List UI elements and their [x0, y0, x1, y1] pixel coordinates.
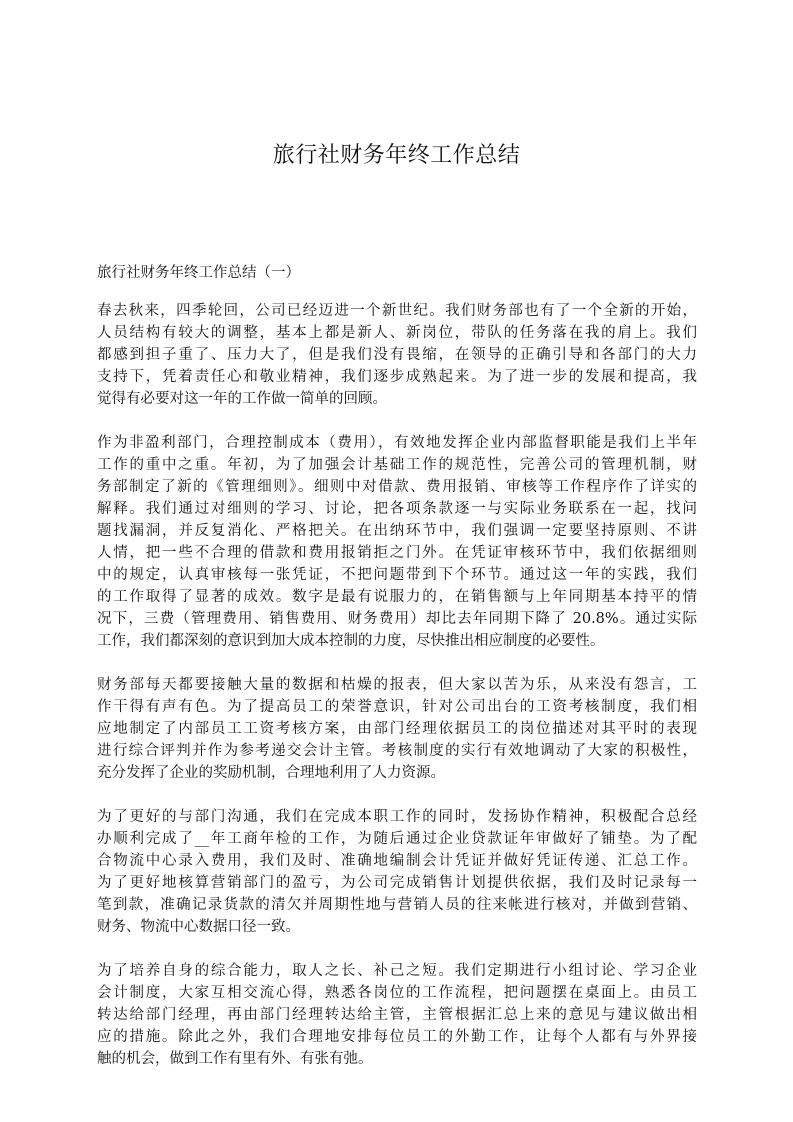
paragraph-line: 应的措施。除此之外，我们合理地安排每位员工的外勤工作，让每个人都有与外界接: [97, 1029, 697, 1045]
paragraph-line: 触的机会，做到工作有里有外、有张有弛。: [97, 1051, 373, 1067]
document-title: 旅行社财务年终工作总结: [272, 143, 521, 168]
paragraph-line: 转达给部门经理，再由部门经理转达给主管，主管根据汇总上来的意见与建议做出相: [97, 1007, 697, 1023]
paragraph-line: 务部制定了新的《管理细则》。细则中对借款、费用报销、审核等工作程序作了详实的: [97, 479, 697, 495]
paragraph-line: 解释。我们通过对细则的学习、讨论，把各项条款逐一与实际业务联系在一起，找问: [97, 501, 697, 517]
paragraph-line: 为了更好的与部门沟通，我们在完成本职工作的同时，发扬协作精神，积极配合总经: [97, 809, 697, 825]
paragraph-line: 况下，三费（管理费用、销售费用、财务费用）却比去年同期下降了 20.8%。通过实际: [97, 611, 697, 627]
document-body: [97, 300, 697, 1092]
paragraph-line: 作干得有声有色。为了提高员工的荣誉意识，针对公司出台的工资考核制度，我们相: [97, 699, 697, 715]
paragraph-line: 支持下，凭着责任心和敬业精神，我们逐步成熟起来。为了进一步的发展和提高，我: [97, 369, 697, 385]
paragraph-line: 工作的重中之重。年初，为了加强会计基础工作的规范性，完善公司的管理机制，财: [97, 457, 697, 473]
paragraph-line: 为了培养自身的综合能力，取人之长、补己之短。我们定期进行小组讨论、学习企业: [97, 963, 697, 979]
paragraph-line: 充分发挥了企业的奖励机制，合理地利用了人力资源。: [97, 765, 445, 781]
paragraph-line: 人员结构有较大的调整，基本上都是新人、新岗位，带队的任务落在我的肩上。我们: [97, 325, 697, 341]
paragraph: [97, 432, 697, 652]
paragraph-line: 为了更好地核算营销部门的盈亏，为公司完成销售计划提供依据，我们及时记录每一: [97, 875, 697, 891]
paragraph-line: 办顺利完成了__年工商年检的工作，为随后通过企业贷款证年审做好了铺垫。为了配: [97, 831, 697, 847]
paragraph-line: 的工作取得了显著的成效。数字是最有说服力的，在销售额与上年同期基本持平的情: [97, 589, 697, 605]
paragraph: [97, 674, 697, 784]
paragraph-line: 应地制定了内部员工工资考核方案，由部门经理依据员工的岗位描述对其平时的表现: [97, 721, 697, 737]
paragraph: [97, 300, 697, 410]
paragraph-line: 觉得有必要对这一年的工作做一简单的回顾。: [97, 391, 387, 407]
paragraph-line: 进行综合评判并作为参考递交会计主管。考核制度的实行有效地调动了大家的积极性，: [97, 743, 697, 759]
paragraph: [97, 960, 697, 1070]
paragraph-line: 笔到款，准确记录货款的清欠并周期性地与营销人员的往来帐进行核对，并做到营销、: [97, 897, 697, 913]
paragraph-line: 财务部每天都要接触大量的数据和枯燥的报表，但大家以苦为乐，从来没有怨言，工: [97, 677, 697, 693]
paragraph-line: 人情，把一些不合理的借款和费用报销拒之门外。在凭证审核环节中，我们依据细则: [97, 545, 697, 561]
paragraph-line: 财务、物流中心数据口径一致。: [97, 919, 300, 935]
paragraph-line: 中的规定，认真审核每一张凭证，不把问题带到下个环节。通过这一年的实践，我们: [97, 567, 697, 583]
paragraph-line: 工作，我们都深刻的意识到加大成本控制的力度，尽快推出相应制度的必要性。: [97, 633, 605, 649]
paragraph-line: 合物流中心录入费用，我们及时、准确地编制会计凭证并做好凭证传递、汇总工作。: [97, 853, 697, 869]
paragraph-line: 题找漏洞，并反复消化、严格把关。在出纳环节中，我们强调一定要坚持原则、不讲: [97, 523, 697, 539]
section-heading: 旅行社财务年终工作总结（一）: [97, 265, 300, 281]
paragraph-line: 春去秋来，四季轮回，公司已经迈进一个新世纪。我们财务部也有了一个全新的开始，: [97, 303, 697, 319]
paragraph-line: 会计制度，大家互相交流心得，熟悉各岗位的工作流程，把问题摆在桌面上。由员工: [97, 985, 697, 1001]
paragraph-line: 作为非盈利部门，合理控制成本（费用），有效地发挥企业内部监督职能是我们上半年: [97, 435, 697, 451]
paragraph-line: 都感到担子重了、压力大了，但是我们没有畏缩，在领导的正确引导和各部门的大力: [97, 347, 697, 363]
paragraph: [97, 806, 697, 938]
